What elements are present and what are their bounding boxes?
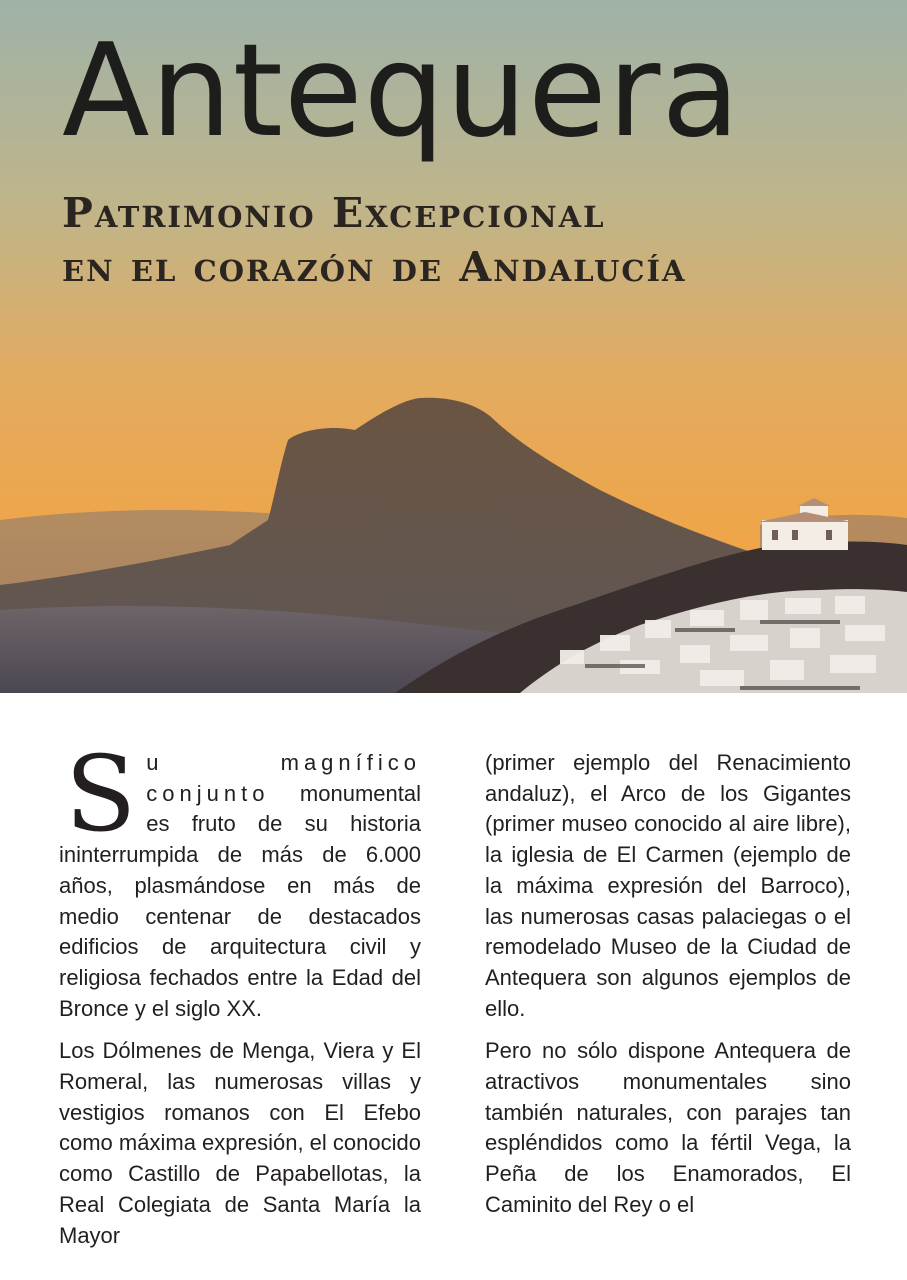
paragraph-monuments: Los Dólmenes de Menga, Viera y El Romeral, las numerosas villas y vestigios romanos con El Efebo como máxima expresión, el conocido como Castillo de Papabellotas, la Real Colegiata de Santa María la Mayor (59, 1038, 421, 1248)
subtitle-line-2: en el corazón de Andalucía (62, 243, 687, 291)
intro-text: monumental es fruto de su historia ininterrumpida de más de 6.000 años, plasmándose en más de medio centenar de destacados edificios de arquitectura civil y religiosa fechados entre la Edad del Bronce y el siglo XX. (59, 780, 421, 1021)
paragraph-monuments-continued: (primer ejemplo del Renacimiento andaluz), el Arco de los Gigantes (primer museo conocido al aire libre), la iglesia de El Carmen (ejemplo de la máxima expresión del Barroco), las numerosas casas palaciegas o el remodelado Museo de la Ciudad de Antequera son algunos ejemplos de ello. (485, 750, 851, 1021)
page-title: Antequera (62, 17, 741, 166)
subtitle-line-1: Patrimonio Excepcional (62, 189, 606, 237)
paragraph-intro (59, 733, 421, 1024)
intro-first-line: u magnífico conjunto (146, 750, 421, 806)
text-column-left (59, 733, 421, 1263)
page-subtitle (62, 186, 687, 294)
drop-cap: S (65, 733, 137, 855)
text-column-right (485, 748, 851, 1233)
paragraph-nature: Pero no sólo dispone Antequera de atractivos monumentales sino también naturales, con parajes tan espléndidos como la fértil Vega, la Peña de los Enamorados, El Caminito del Rey o el (485, 1038, 851, 1217)
